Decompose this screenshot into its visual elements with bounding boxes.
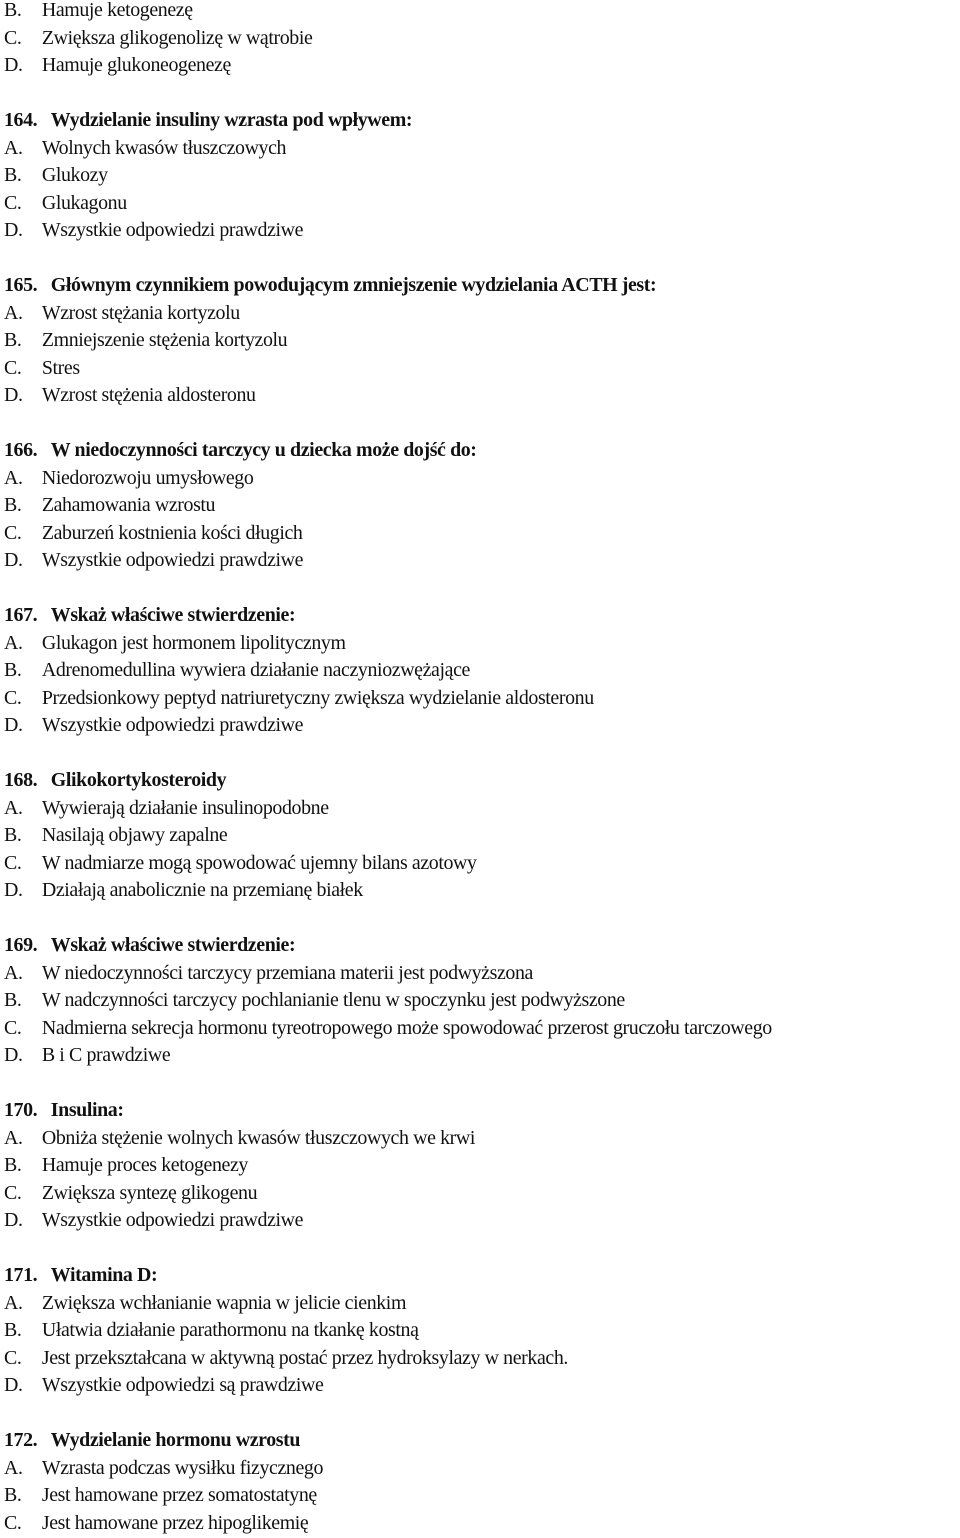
answer-line xyxy=(4,327,956,355)
answer-line xyxy=(4,135,956,163)
answer-text: Wszystkie odpowiedzi prawdziwe xyxy=(41,219,304,241)
answer-text: Wzrasta podczas wysiłku fizycznego xyxy=(41,1456,324,1479)
answer-letter: B. xyxy=(4,1154,22,1176)
answer-line xyxy=(4,1180,956,1208)
question-title: W niedoczynności tarczycy u dziecka może dojść do: xyxy=(50,439,477,461)
question-heading xyxy=(4,107,956,135)
answer-letter: D. xyxy=(4,1044,23,1066)
answer-letter: B. xyxy=(4,494,22,516)
question-number: 171. xyxy=(4,1264,38,1286)
answer-letter: B. xyxy=(4,989,22,1011)
answer-letter: A. xyxy=(4,1291,23,1314)
answer-letter: C. xyxy=(4,521,22,544)
answer-text: Zaburzeń kostnienia kości długich xyxy=(41,521,303,544)
answer-letter: A. xyxy=(4,796,23,819)
answer-line xyxy=(4,492,956,520)
question-block xyxy=(4,1097,960,1235)
answer-text: Hamuje ketogenezę xyxy=(41,0,193,21)
answer-letter: C. xyxy=(4,356,22,379)
question-block xyxy=(4,272,960,410)
question-heading xyxy=(4,767,956,795)
answer-line xyxy=(4,465,956,493)
answer-line xyxy=(4,822,956,850)
answer-letter: B. xyxy=(4,824,22,846)
answer-letter: C. xyxy=(4,851,22,874)
answer-line xyxy=(4,987,956,1015)
answer-line xyxy=(4,190,956,218)
answer-letter: B. xyxy=(4,659,22,681)
question-heading xyxy=(4,932,956,960)
answer-line xyxy=(4,300,956,328)
answer-letter: D. xyxy=(4,54,23,76)
answer-line xyxy=(4,795,956,823)
answer-letter: A. xyxy=(4,136,23,159)
question-title: Witamina D: xyxy=(50,1264,158,1286)
answer-line xyxy=(4,712,956,740)
answer-text: Obniża stężenie wolnych kwasów tłuszczowych we krwi xyxy=(41,1126,476,1149)
answer-line xyxy=(4,520,956,548)
answer-letter: C. xyxy=(4,1181,22,1204)
answer-text: Zmniejszenie stężenia kortyzolu xyxy=(41,329,288,351)
answer-letter: A. xyxy=(4,1456,23,1479)
continued-answers xyxy=(4,0,960,80)
question-number: 165. xyxy=(4,274,38,296)
question-number: 166. xyxy=(4,439,38,461)
question-number: 164. xyxy=(4,109,38,131)
answer-text: Wolnych kwasów tłuszczowych xyxy=(41,136,287,159)
question-list xyxy=(4,80,960,1538)
question-heading xyxy=(4,1262,956,1290)
question-spacer xyxy=(4,1070,960,1098)
answer-line xyxy=(4,217,956,245)
question-spacer xyxy=(4,410,960,438)
question-spacer xyxy=(4,245,960,273)
answer-line xyxy=(4,1345,956,1373)
answer-text: W nadczynności tarczycy pochlanianie tlenu w spoczynku jest podwyższone xyxy=(41,989,625,1011)
answer-text: Wszystkie odpowiedzi są prawdziwe xyxy=(41,1374,324,1396)
answer-text: Adrenomedullina wywiera działanie naczyniozwężające xyxy=(41,659,470,681)
question-spacer xyxy=(4,905,960,933)
answer-text: Nasilają objawy zapalne xyxy=(41,824,228,846)
answer-text: W nadmiarze mogą spowodować ujemny bilans azotowy xyxy=(41,851,477,874)
answer-text: Ułatwia działanie parathormonu na tkankę kostną xyxy=(41,1319,419,1341)
question-block xyxy=(4,1427,960,1537)
answer-line xyxy=(4,547,956,575)
answer-letter: C. xyxy=(4,26,22,49)
answer-letter: D. xyxy=(4,879,23,901)
answer-line xyxy=(4,1317,956,1345)
answer-letter: C. xyxy=(4,1346,22,1369)
question-block xyxy=(4,107,960,245)
answer-text: Niedorozwoju umysłowego xyxy=(41,466,254,489)
answer-text: B i C prawdziwe xyxy=(41,1044,171,1066)
answer-text: Glukagon jest hormonem lipolitycznym xyxy=(41,631,346,654)
answer-line xyxy=(4,1015,956,1043)
answer-line xyxy=(4,630,956,658)
answer-line xyxy=(4,877,956,905)
answer-text: Zwiększa syntezę glikogenu xyxy=(41,1181,258,1204)
answer-line xyxy=(4,1207,956,1235)
answer-text: Wzrost stężania kortyzolu xyxy=(41,301,240,324)
answer-text: Wzrost stężenia aldosteronu xyxy=(41,384,256,406)
question-heading xyxy=(4,272,956,300)
question-block xyxy=(4,1262,960,1400)
question-heading xyxy=(4,1427,956,1455)
answer-line xyxy=(4,1372,956,1400)
answer-line xyxy=(4,1455,956,1483)
question-spacer xyxy=(4,1400,960,1428)
question-block xyxy=(4,602,960,740)
answer-text: Hamuje glukoneogenezę xyxy=(41,54,231,76)
answer-text: Jest hamowane przez somatostatynę xyxy=(41,1484,317,1506)
answer-letter: D. xyxy=(4,1209,23,1231)
answer-letter: A. xyxy=(4,961,23,984)
answer-text: Zahamowania wzrostu xyxy=(41,494,216,516)
answer-letter: B. xyxy=(4,1319,22,1341)
question-number: 172. xyxy=(4,1429,38,1451)
quiz-document xyxy=(4,0,960,1537)
answer-line xyxy=(4,850,956,878)
answer-letter: D. xyxy=(4,1374,23,1396)
answer-line xyxy=(4,1290,956,1318)
question-block xyxy=(4,437,960,575)
question-heading xyxy=(4,602,956,630)
answer-line xyxy=(4,0,956,25)
answer-text: Wszystkie odpowiedzi prawdziwe xyxy=(41,1209,304,1231)
answer-line xyxy=(4,657,956,685)
answer-letter: B. xyxy=(4,1484,22,1506)
question-title: Wskaż właściwe stwierdzenie: xyxy=(50,604,296,626)
question-heading xyxy=(4,437,956,465)
answer-text: Przedsionkowy peptyd natriuretyczny zwiększa wydzielanie aldosteronu xyxy=(41,686,594,709)
answer-line xyxy=(4,162,956,190)
answer-line xyxy=(4,1125,956,1153)
answer-text: Jest hamowane przez hipoglikemię xyxy=(41,1511,309,1534)
answer-text: Zwiększa wchłanianie wapnia w jelicie cienkim xyxy=(41,1291,407,1314)
answer-line xyxy=(4,52,956,80)
answer-line xyxy=(4,25,956,53)
answer-text: Stres xyxy=(41,356,80,379)
answer-letter: B. xyxy=(4,164,22,186)
answer-letter: D. xyxy=(4,549,23,571)
answer-letter: C. xyxy=(4,1016,22,1039)
question-spacer xyxy=(4,1235,960,1263)
answer-letter: B. xyxy=(4,0,22,21)
question-number: 169. xyxy=(4,934,38,956)
answer-text: Wszystkie odpowiedzi prawdziwe xyxy=(41,549,304,571)
question-heading xyxy=(4,1097,956,1125)
question-title: Wydzielanie insuliny wzrasta pod wpływem: xyxy=(50,109,413,131)
answer-text: Hamuje proces ketogenezy xyxy=(41,1154,248,1176)
answer-letter: D. xyxy=(4,384,23,406)
question-block xyxy=(4,767,960,905)
question-title: Wskaż właściwe stwierdzenie: xyxy=(50,934,296,956)
answer-line xyxy=(4,1510,956,1538)
answer-line xyxy=(4,1042,956,1070)
answer-text: Glukagonu xyxy=(41,191,127,214)
answer-letter: A. xyxy=(4,1126,23,1149)
answer-line xyxy=(4,960,956,988)
question-title: Insulina: xyxy=(50,1099,124,1121)
answer-text: Działają anabolicznie na przemianę białek xyxy=(41,879,363,901)
answer-letter: A. xyxy=(4,631,23,654)
answer-letter: C. xyxy=(4,686,22,709)
answer-letter: D. xyxy=(4,714,23,736)
answer-letter: B. xyxy=(4,329,22,351)
answer-letter: C. xyxy=(4,191,22,214)
answer-letter: D. xyxy=(4,219,23,241)
answer-text: W niedoczynności tarczycy przemiana materii jest podwyższona xyxy=(41,961,533,984)
question-block xyxy=(4,932,960,1070)
question-title: Głównym czynnikiem powodującym zmniejszenie wydzielania ACTH jest: xyxy=(50,274,657,296)
answer-text: Wywierają działanie insulinopodobne xyxy=(41,796,329,819)
answer-letter: A. xyxy=(4,466,23,489)
answer-line xyxy=(4,1482,956,1510)
question-title: Wydzielanie hormonu wzrostu xyxy=(50,1429,301,1451)
answer-letter: A. xyxy=(4,301,23,324)
answer-line xyxy=(4,685,956,713)
answer-line xyxy=(4,1152,956,1180)
answer-text: Jest przekształcana w aktywną postać przez hydroksylazy w nerkach. xyxy=(41,1346,568,1369)
question-spacer xyxy=(4,80,960,108)
answer-letter: C. xyxy=(4,1511,22,1534)
question-number: 167. xyxy=(4,604,38,626)
answer-text: Nadmierna sekrecja hormonu tyreotropowego może spowodować przerost gruczołu tarczowego xyxy=(41,1016,772,1039)
answer-text: Wszystkie odpowiedzi prawdziwe xyxy=(41,714,304,736)
question-spacer xyxy=(4,740,960,768)
answer-line xyxy=(4,382,956,410)
question-title: Glikokortykosteroidy xyxy=(50,769,227,791)
answer-text: Zwiększa glikogenolizę w wątrobie xyxy=(41,26,313,49)
answer-line xyxy=(4,355,956,383)
question-number: 170. xyxy=(4,1099,38,1121)
answer-text: Glukozy xyxy=(41,164,108,186)
question-number: 168. xyxy=(4,769,38,791)
question-spacer xyxy=(4,575,960,603)
